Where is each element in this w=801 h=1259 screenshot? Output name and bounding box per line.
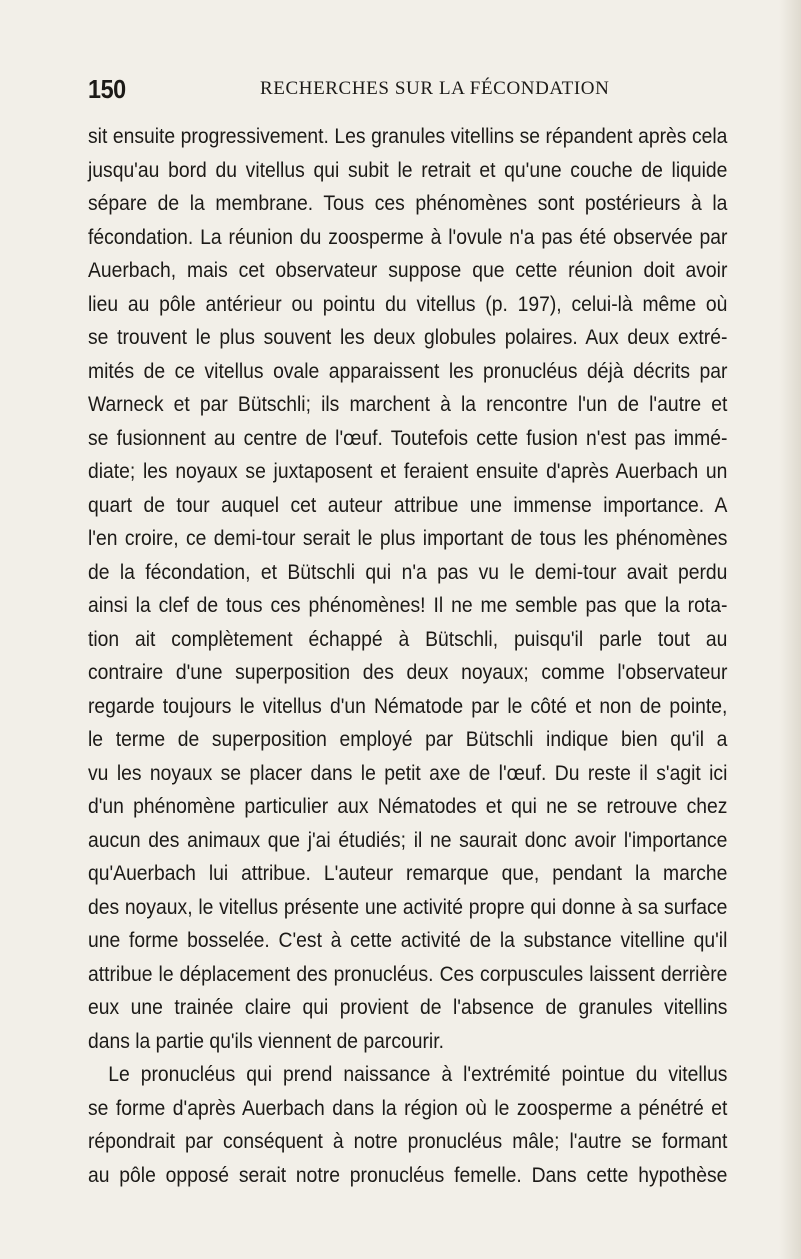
text-line: d'un phénomène particulier aux Nématodes et qui ne se retrouve chez: [88, 795, 728, 818]
text-line: Warneck et par Bütschli; ils marchent à la rencontre l'un de l'autre et: [88, 393, 728, 416]
text-line: jusqu'au bord du vitellus qui subit le retrait et qu'une couche de liquide: [88, 158, 728, 182]
text-line: Auerbach, mais cet observateur suppose que cette réunion doit avoir: [88, 259, 728, 282]
text-line: fécondation. La réunion du zoosperme à l'ovule n'a pas été observée par: [88, 225, 728, 249]
text-line: tion ait complètement échappé à Bütschli, puisqu'il parle tout au: [88, 627, 728, 651]
text-line: se fusionnent au centre de l'œuf. Toutefois cette fusion n'est pas immé-: [88, 426, 728, 450]
page-edge-shadow: [779, 0, 801, 1259]
running-head: [88, 74, 728, 106]
paragraph-end-line: dans la partie qu'ils viennent de parcourir.: [88, 1029, 444, 1053]
text-line: sépare de la membrane. Tous ces phénomènes sont postérieurs à la: [88, 192, 728, 215]
text-line: l'en croire, ce demi-tour serait le plus important de tous les phénomènes: [88, 527, 728, 550]
text-line: vu les noyaux se placer dans le petit axe de l'œuf. Du reste il s'agit ici: [88, 761, 728, 785]
text-line: attribue le déplacement des pronucléus. Ces corpuscules laissent derrière: [88, 962, 728, 986]
text-line: aucun des animaux que j'ai étudiés; il ne saurait donc avoir l'importance: [88, 828, 728, 852]
text-line: quart de tour auquel cet auteur attribue une immense importance. A: [88, 493, 728, 517]
text-line: une forme bosselée. C'est à cette activité de la substance vitelline qu'il: [88, 929, 728, 952]
text-line: répondrait par conséquent à notre pronucléus mâle; l'autre se formant: [88, 1130, 728, 1153]
text-line: ainsi la clef de tous ces phénomènes! Il ne me semble pas que la rota-: [88, 594, 728, 617]
text-line: qu'Auerbach lui attribue. L'auteur remarque que, pendant la marche: [88, 862, 728, 885]
running-title: RECHERCHES SUR LA FÉCONDATION: [260, 78, 610, 99]
text-line: contraire d'une superposition des deux noyaux; comme l'observateur: [88, 661, 728, 684]
paragraph-start-line: Le pronucléus qui prend naissance à l'extrémité pointue du vitellus: [108, 1063, 728, 1086]
text-line: sit ensuite progressivement. Les granules vitellins se répandent après cela: [88, 125, 728, 148]
text-line: mités de ce vitellus ovale apparaissent les pronucléus déjà décrits par: [88, 359, 728, 383]
text-line: eux une trainée claire qui provient de l'absence de granules vitellins: [88, 996, 728, 1019]
text-line: se trouvent le plus souvent les deux globules polaires. Aux deux extré-: [88, 326, 728, 349]
body-text: [88, 120, 728, 1192]
text-line: au pôle opposé serait notre pronucléus femelle. Dans cette hypothèse: [88, 1163, 728, 1187]
text-line: de la fécondation, et Bütschli qui n'a pas vu le demi-tour avait perdu: [88, 560, 728, 584]
text-line: se forme d'après Auerbach dans la région où le zoosperme a pénétré et: [88, 1096, 728, 1120]
text-line: le terme de superposition employé par Bütschli indique bien qu'il a: [88, 728, 728, 751]
text-line: diate; les noyaux se juxtaposent et feraient ensuite d'après Auerbach un: [88, 460, 728, 483]
text-line: regarde toujours le vitellus d'un Nématode par le côté et non de pointe,: [88, 694, 728, 718]
text-line: lieu au pôle antérieur ou pointu du vitellus (p. 197), celui-là même où: [88, 292, 728, 316]
text-line: des noyaux, le vitellus présente une activité propre qui donne à sa surface: [88, 895, 728, 919]
page-number: 150: [88, 74, 126, 104]
